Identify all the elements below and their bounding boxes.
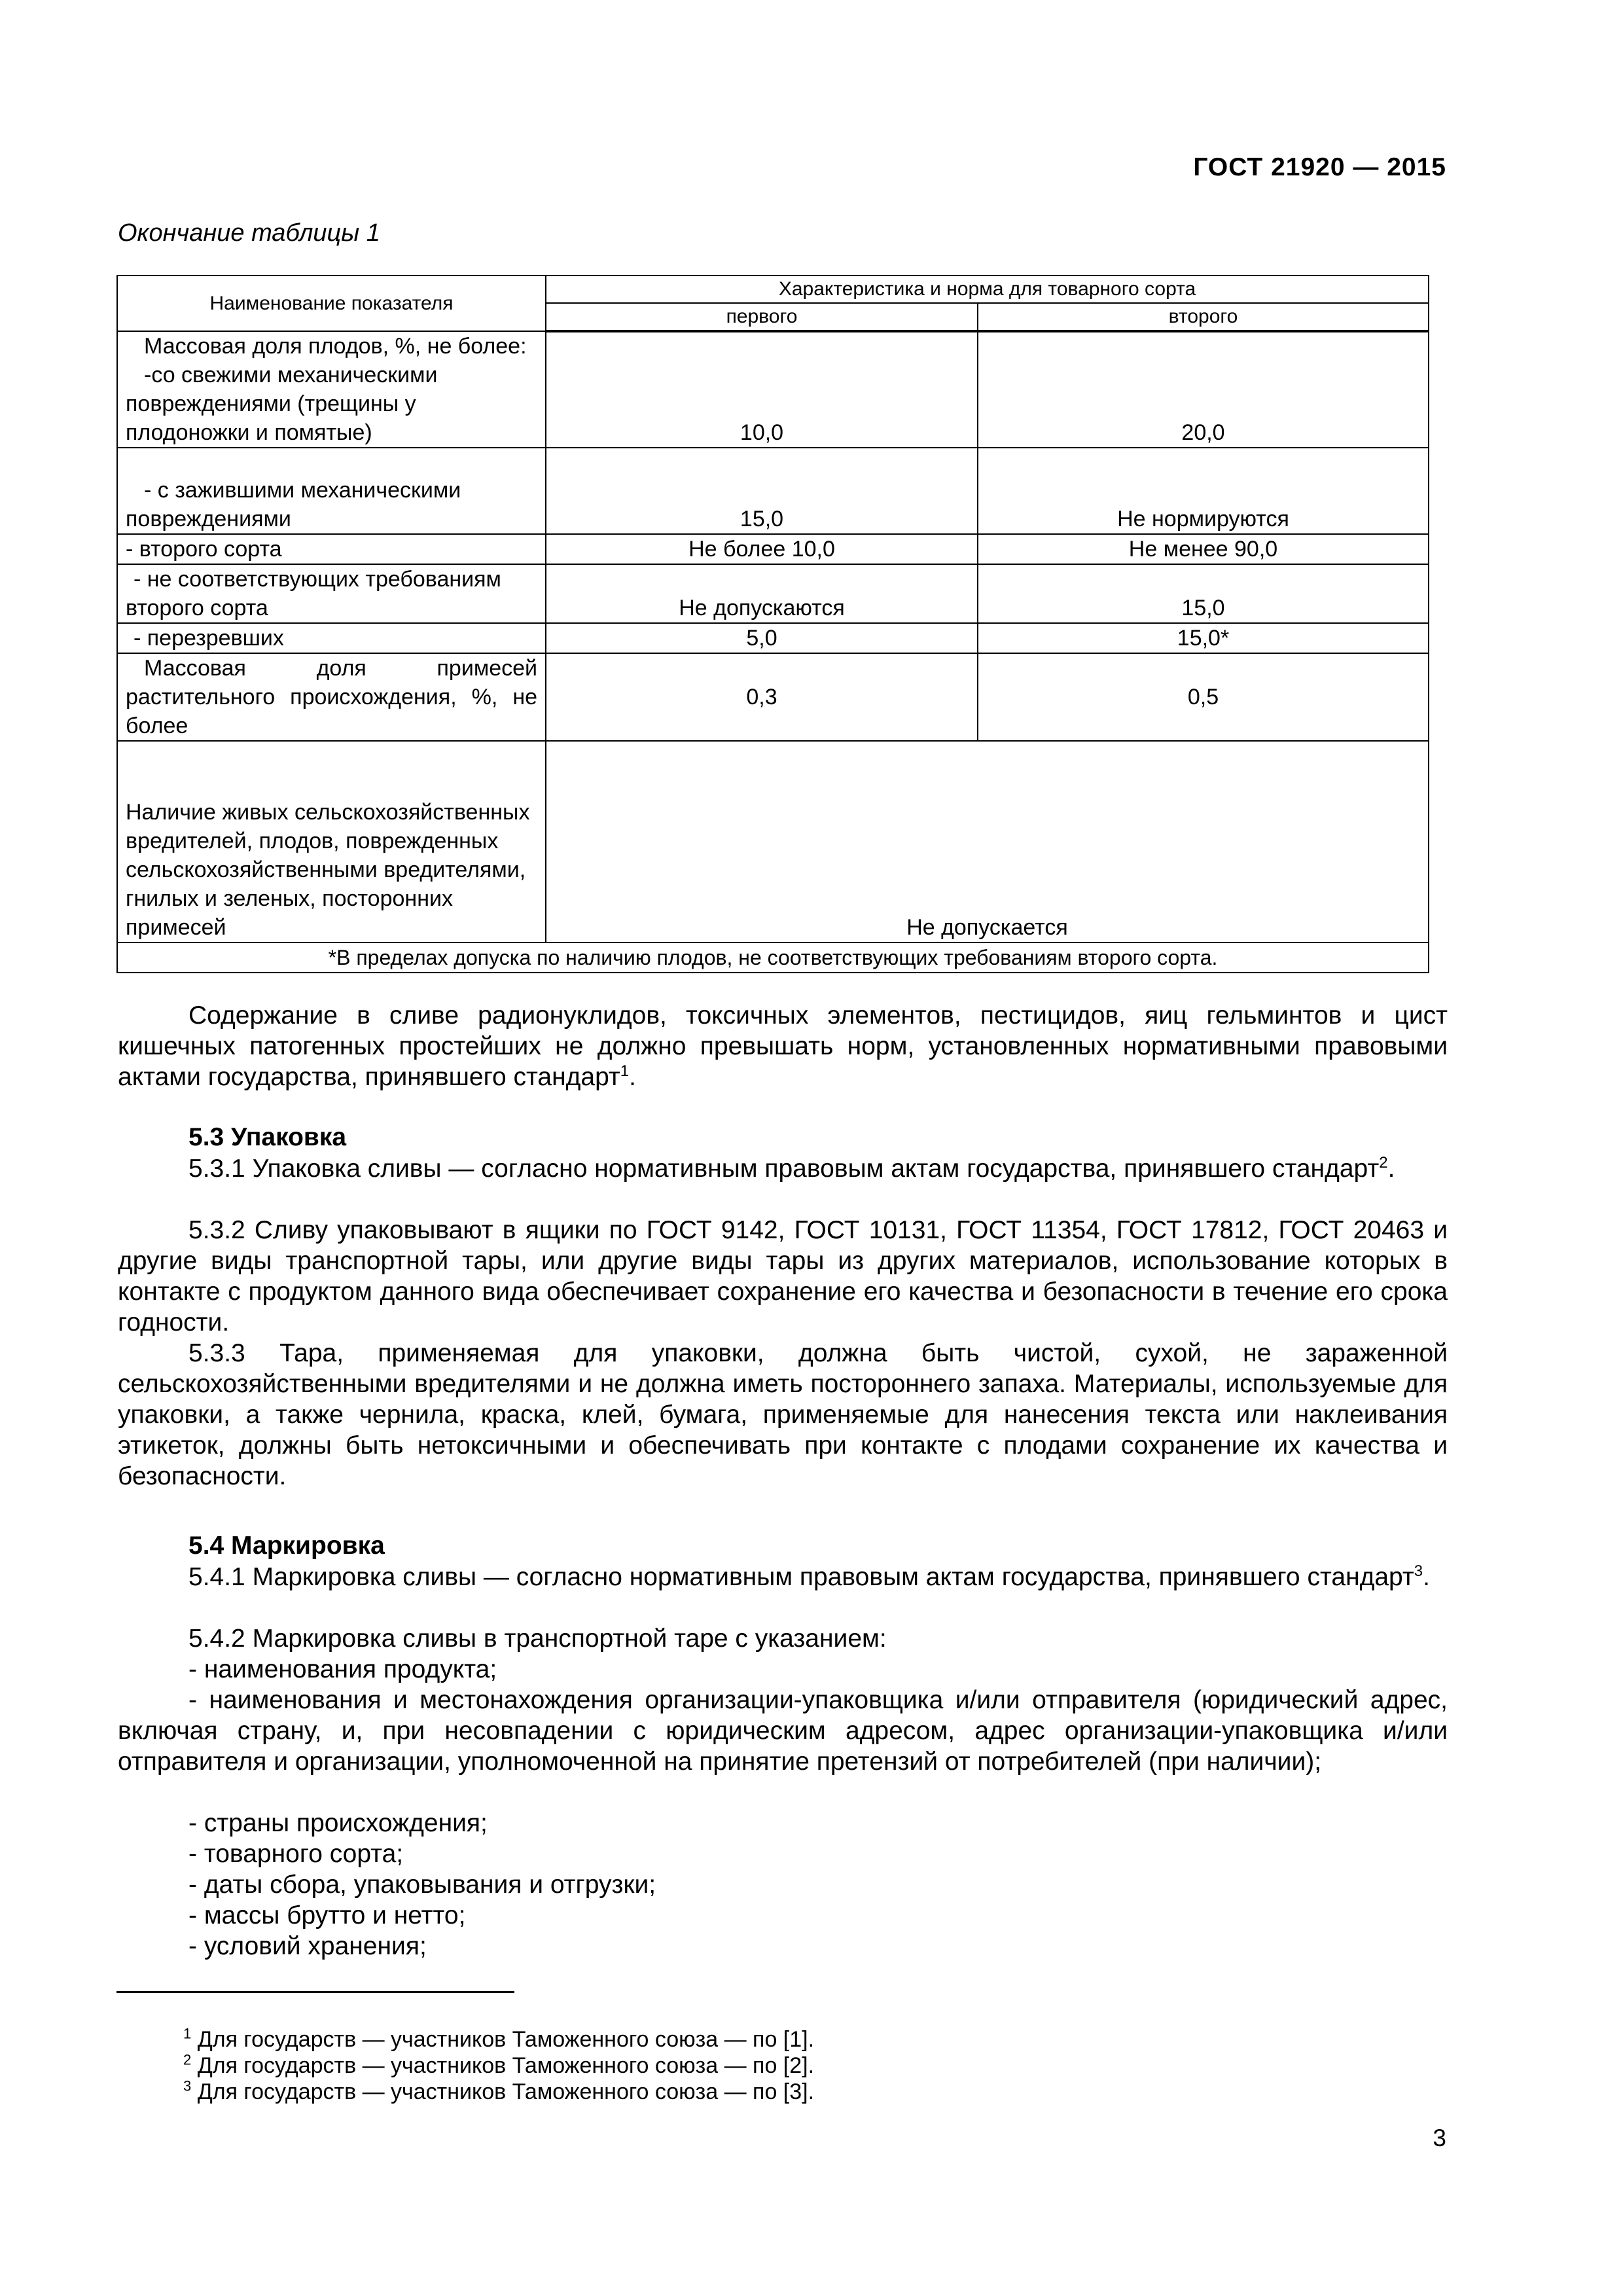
header-first-grade: первого: [546, 303, 978, 331]
paragraph-5-3-1: 5.3.1 Упаковка сливы — согласно нормативным правовым актам государства, принявшего стандарт$^2$.: [188, 1154, 1395, 1183]
row-label: [117, 564, 546, 623]
paragraph-5-3-2: 5.3.2 Сливу упаковывают в ящики по ГОСТ 9142, ГОСТ 10131, ГОСТ 11354, ГОСТ 17812, ГОСТ 20463 и другие виды транспортной тары, или другие виды тары из других материалов, использование которых в контакте с продуктом данного вида обеспечивает сохранение его качества и безопасности в течение его срока годности.: [118, 1216, 1448, 1336]
table-row: [117, 564, 1429, 623]
row-label-part: Массовая доля плодов, %, не более:: [144, 334, 527, 359]
header-group: Характеристика и норма для товарного сорта: [546, 276, 1429, 303]
table-header-row: [117, 276, 1429, 303]
paragraph-5-4-1: 5.4.1 Маркировка сливы — согласно нормативным правовым актам государства, принявшего стандарт$^3$.: [188, 1562, 1430, 1591]
cell-second: Не менее 90,0: [978, 534, 1429, 564]
cell-first: Не допускаются: [546, 564, 978, 623]
row-label-part: - перезревших: [134, 626, 284, 651]
row-label-part: - с зажившими механическими повреждениями: [126, 478, 461, 531]
row-label-part: - не соответствующих требованиям второго сорта: [126, 567, 501, 620]
cell-second: 20,0: [978, 331, 1429, 448]
list-item: - страны происхождения;: [188, 1809, 488, 1837]
header-indicator: Наименование показателя: [117, 276, 546, 331]
row-label: [117, 653, 546, 741]
document-id-header: ГОСТ 21920 — 2015: [1193, 153, 1446, 181]
footnote-divider: [116, 1991, 514, 1993]
spec-table: [116, 275, 1429, 973]
footnote-text: Для государств — участников Таможенного союза — по [2].: [197, 2053, 815, 2078]
footnote-number: 3: [183, 2077, 192, 2094]
row-label: Наличие живых сельскохозяйственных вредителей, плодов, поврежденных сельскохозяйственными вредителями, гнилых и зеленых, посторонних примесей: [117, 741, 546, 942]
cell-second: Не нормируются: [978, 448, 1429, 534]
footnote: [183, 2053, 814, 2079]
list-item: - массы брутто и нетто;: [188, 1901, 466, 1929]
row-label: [117, 448, 546, 534]
list-item: - наименования продукта;: [188, 1655, 497, 1683]
row-label: [117, 623, 546, 653]
paragraph-5-3-3: 5.3.3 Тара, применяемая для упаковки, должна быть чистой, сухой, не зараженной сельскохозяйственными вредителями и не должна иметь постороннего запаха. Материалы, используемые для упаковки, а также чернила, краска, клей, бумага, применяемые для нанесения текста или наклеивания этикеток, должны быть нетоксичными и обеспечивать при контакте с плодами сохранение их качества и безопасности.: [118, 1339, 1448, 1490]
cell-first: Не более 10,0: [546, 534, 978, 564]
row-label-part: Массовая доля примесей растительного происхождения, %, не более: [126, 656, 537, 738]
row-label: [117, 331, 546, 448]
footnote-number: 1: [183, 2025, 192, 2042]
section-heading-5-4: 5.4 Маркировка: [188, 1532, 385, 1560]
table-caption: Окончание таблицы 1: [118, 219, 380, 247]
table-row: [117, 448, 1429, 534]
footnote: [183, 2026, 814, 2053]
cell-first: 10,0: [546, 331, 978, 448]
header-second-grade: второго: [978, 303, 1429, 331]
paragraph-text: Содержание в сливе радионуклидов, токсичных элементов, пестицидов, яиц гельминтов и цист кишечных патогенных простейших не должно превышать норм, установленных нормативными правовыми актами государства, принявшего стандарт: [118, 1001, 1448, 1091]
cell-second: 15,0*: [978, 623, 1429, 653]
table-footnote-row: [117, 942, 1429, 973]
cell-second: 15,0: [978, 564, 1429, 623]
cell-first: 0,3: [546, 653, 978, 741]
table-row: [117, 623, 1429, 653]
row-label: - второго сорта: [117, 534, 546, 564]
footnote-number: 2: [183, 2051, 192, 2068]
list-item: - условий хранения;: [188, 1932, 427, 1960]
table-footnote: *В пределах допуска по наличию плодов, не соответствующих требованиям второго сорта.: [117, 942, 1429, 973]
footnote-ref: 2: [1379, 1154, 1388, 1172]
table-row: [117, 534, 1429, 564]
list-item: - товарного сорта;: [188, 1840, 404, 1868]
page-number: 3: [1433, 2125, 1446, 2151]
row-label-part: -со свежими механическими повреждениями (трещины у плодоножки и помятые): [126, 363, 438, 445]
paragraph-content: Содержание в сливе радионуклидов, токсичных элементов, пестицидов, яиц гельминтов и цист кишечных патогенных простейших не должно превышать норм, установленных нормативными правовыми актами государства, принявшего стандарт$^1$.: [118, 1001, 1448, 1091]
table-row: [117, 653, 1429, 741]
list-item: - даты сбора, упаковывания и отгрузки;: [188, 1871, 656, 1899]
table-row: [117, 331, 1429, 448]
list-item: - наименования и местонахождения организации-упаковщика и/или отправителя (юридический адрес, включая страну, и, при несовпадении с юридическим адресом, адрес организации-упаковщика и/или отправителя и организации, уполномоченной на принятие претензий от потребителей (при наличии);: [118, 1686, 1448, 1776]
cell-second: 0,5: [978, 653, 1429, 741]
table-row: [117, 741, 1429, 942]
paragraph-text: 5.3.1 Упаковка сливы — согласно нормативным правовым актам государства, принявшего стандарт: [188, 1155, 1380, 1183]
footnote-text: Для государств — участников Таможенного союза — по [1].: [197, 2027, 815, 2052]
paragraph-5-4-2: 5.4.2 Маркировка сливы в транспортной таре с указанием:: [188, 1624, 887, 1653]
paragraph-text: 5.4.1 Маркировка сливы — согласно нормативным правовым актам государства, принявшего стандарт: [188, 1563, 1414, 1591]
cell-first: 15,0: [546, 448, 978, 534]
cell-first: 5,0: [546, 623, 978, 653]
footnote-text: Для государств — участников Таможенного союза — по [3].: [197, 2079, 815, 2104]
section-heading-5-3: 5.3 Упаковка: [188, 1123, 347, 1151]
footnote-ref: 3: [1414, 1562, 1423, 1580]
footnote-ref: 1: [620, 1062, 630, 1080]
cell-merged: Не допускается: [546, 741, 1429, 942]
footnote: [183, 2079, 814, 2105]
